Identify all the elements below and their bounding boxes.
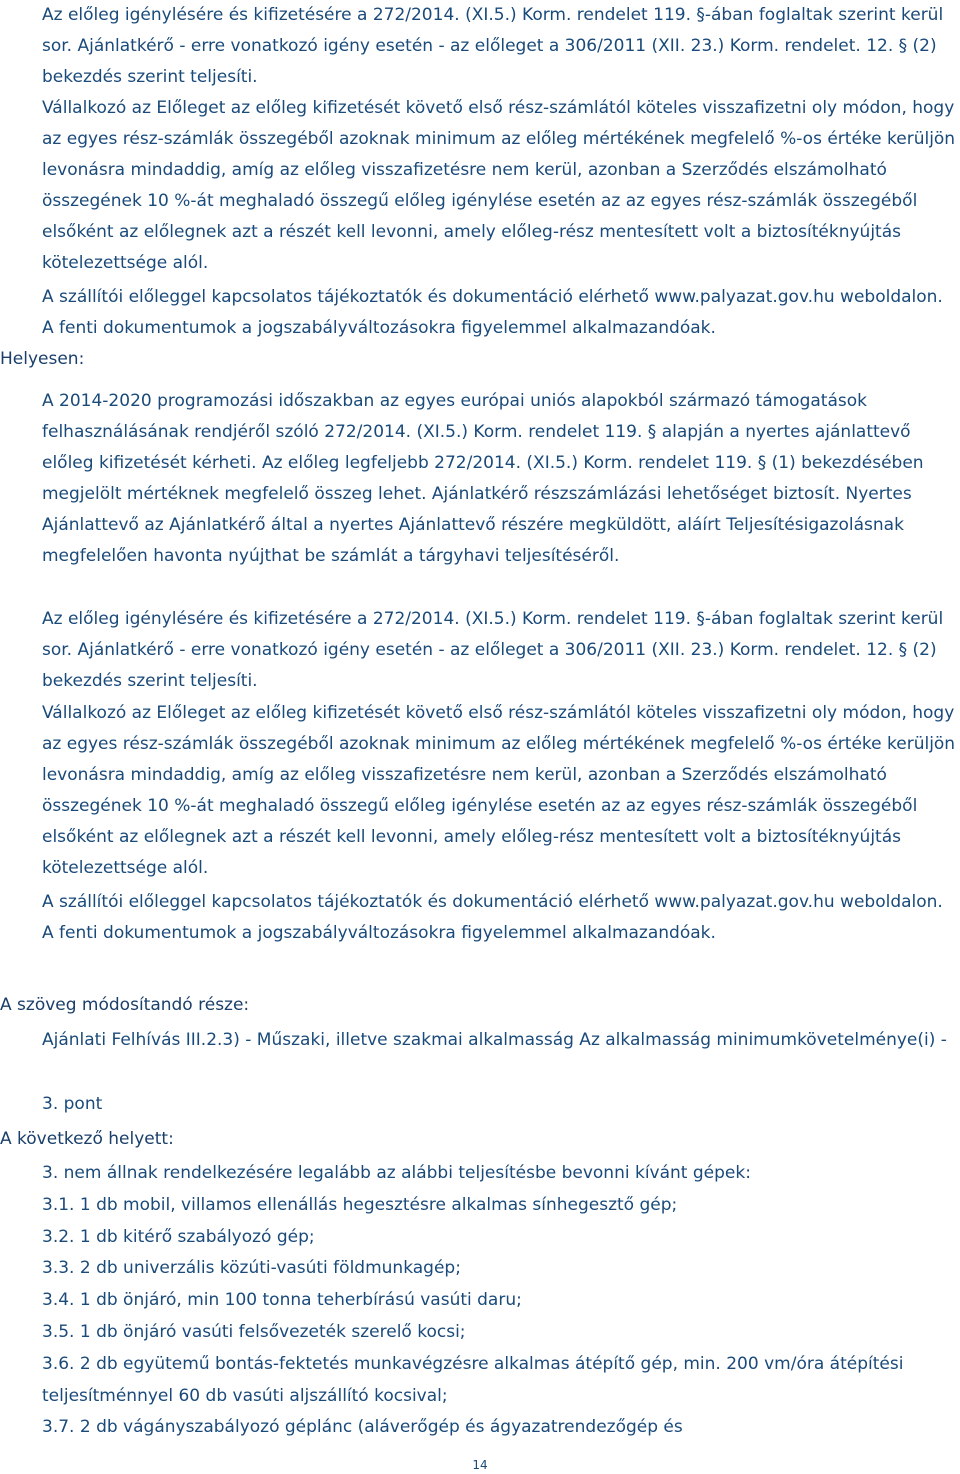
helyesen-paragraph-advance-request: Az előleg igénylésére és kifizetésére a 272/2014. (XI.5.) Korm. rendelet 119. §-ában foglaltak szerint kerül sor. Ajánlatkérő - erre vonatkozó igény esetén - az előleget a 306/2011 (XII. 23.) Korm. rendelet. 12. § (2) bekezdés szerint teljesíti. xyxy=(42,609,944,691)
list-item: 3. nem állnak rendelkezésére legalább az alábbi teljesítésbe bevonni kívánt gépek: xyxy=(42,1163,751,1183)
section-label-kovetkezo: A következő helyett: xyxy=(0,1129,174,1149)
list-item: 3.6. 2 db együtemű bontás-fektetés munkavégzésre alkalmas átépítő gép, min. 200 vm/óra átépítési teljesítménnyel 60 db vasúti aljszállító kocsival; xyxy=(42,1353,904,1406)
list-item: 3.3. 2 db univerzális közúti-vasúti földmunkagép; xyxy=(42,1258,461,1279)
list-item: 3.4. 1 db önjáró, min 100 tonna teherbírású vasúti daru; xyxy=(42,1290,522,1311)
top-paragraph-supplier-info: A szállítói előleggel kapcsolatos tájékoztatók és dokumentáció elérhető www.palyazat.gov.hu weboldalon. A fenti dokumentumok a jogszabályváltozásokra figyelemmel alkalmazandóak. xyxy=(42,287,943,338)
modositando-paragraph-point: 3. pont xyxy=(42,1094,103,1114)
section-label-modositando: A szöveg módosítandó része: xyxy=(0,995,250,1015)
helyesen-paragraph-supplier-info: A szállítói előleggel kapcsolatos tájékoztatók és dokumentáció elérhető www.palyazat.gov.hu weboldalon. A fenti dokumentumok a jogszabályváltozásokra figyelemmel alkalmazandóak. xyxy=(42,892,943,943)
list-item: 3.5. 1 db önjáró vasúti felsővezeték szerelő kocsi; xyxy=(42,1321,466,1342)
list-item: 3.7. 2 db vágányszabályozó géplánc (aláverőgép és ágyazatrendezőgép és xyxy=(42,1417,683,1438)
helyesen-paragraph-advance-repayment: Vállalkozó az Előleget az előleg kifizetését követő első rész-számlától köteles visszafizetni oly módon, hogy az egyes rész-számlák összegéből azoknak minimum az előleg mértékének megfelelő %-os értéke kerüljön levonásra mindaddig, amíg az előleg visszafizetésre nem kerül, azonban a Szerződés elszámolható összegének 10 %-át meghaladó összegű előleg igénylése esetén az az egyes rész-számlák összegéből elsőként az előlegnek azt a részét kell levonni, amely előleg-rész mentesített volt a biztosítéknyújtás kötelezettsége alól. xyxy=(42,703,956,878)
machine-list xyxy=(42,1158,956,1444)
section-label-helyesen: Helyesen: xyxy=(0,349,85,369)
modositando-paragraph-reference: Ajánlati Felhívás III.2.3) - Műszaki, illetve szakmai alkalmasság Az alkalmasság minimumkövetelménye(i) - xyxy=(42,1030,947,1050)
helyesen-paragraph-programming-period: A 2014-2020 programozási időszakban az egyes európai uniós alapokból származó támogatások felhasználásának rendjéről szóló 272/2014. (XI.5.) Korm. rendelet 119. § alapján a nyertes ajánlattevő előleg kifizetését kérheti. Az előleg legfeljebb 272/2014. (XI.5.) Korm. rendelet 119. § (1) bekezdésében megjelölt mértéknek megfelelő összeg lehet. Ajánlatkérő részszámlázási lehetőséget biztosít. Nyertes Ajánlattevő az Ajánlatkérő által a nyertes Ajánlattevő részére megküldött, aláírt Teljesítésigazolásnak megfelelően havonta nyújthat be számlát a tárgyhavi teljesítéséről. xyxy=(42,391,924,566)
list-item: 3.1. 1 db mobil, villamos ellenállás hegesztésre alkalmas sínhegesztő gép; xyxy=(42,1194,678,1215)
top-paragraph-advance-request: Az előleg igénylésére és kifizetésére a 272/2014. (XI.5.) Korm. rendelet 119. §-ában foglaltak szerint kerül sor. Ajánlatkérő - erre vonatkozó igény esetén - az előleget a 306/2011 (XII. 23.) Korm. rendelet. 12. § (2) bekezdés szerint teljesíti. xyxy=(42,5,944,87)
list-item: 3.2. 1 db kitérő szabályozó gép; xyxy=(42,1226,315,1247)
page-number: 14 xyxy=(472,1458,488,1472)
top-paragraph-advance-repayment: Vállalkozó az Előleget az előleg kifizetését követő első rész-számlától köteles visszafizetni oly módon, hogy az egyes rész-számlák összegéből azoknak minimum az előleg mértékének megfelelő %-os értéke kerüljön levonásra mindaddig, amíg az előleg visszafizetésre nem kerül, azonban a Szerződés elszámolható összegének 10 %-át meghaladó összegű előleg igénylése esetén az az egyes rész-számlák összegéből elsőként az előlegnek azt a részét kell levonni, amely előleg-rész mentesített volt a biztosítéknyújtás kötelezettsége alól. xyxy=(42,98,956,273)
